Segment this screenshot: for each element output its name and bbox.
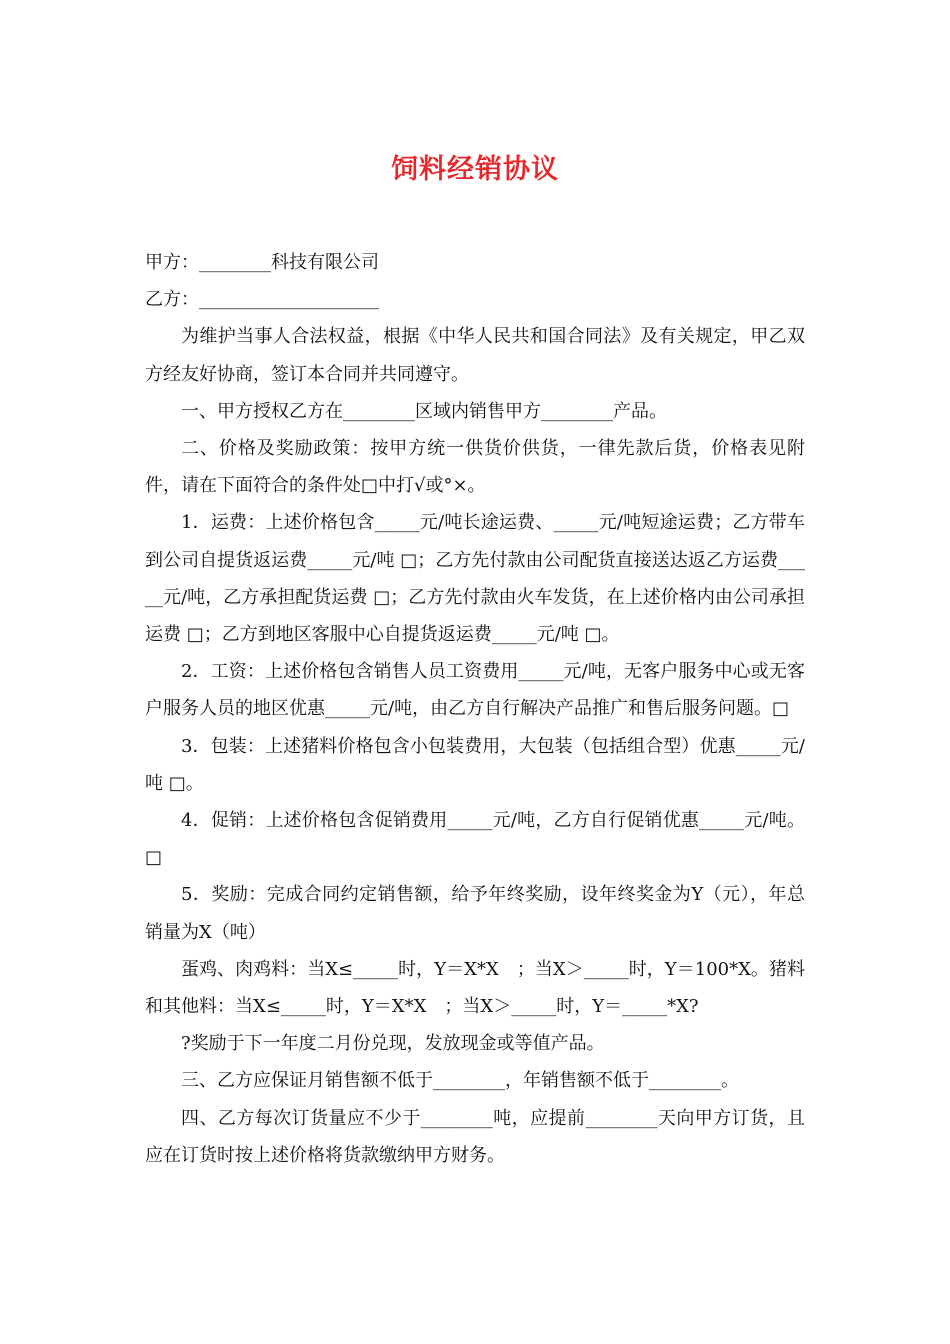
item-wages-paragraph: 2．工资：上述价格包含销售人员工资费用_____元/吨，无客户服务中心或无客户服务人员的地区优惠_____元/吨，由乙方自行解决产品推广和售后服务问题。□ [145, 661, 805, 720]
clause-1-paragraph: 一、甲方授权乙方在________区域内销售甲方________产品。 [181, 400, 667, 422]
item-reward-paragraph: 5．奖励：完成合同约定销售额，给予年终奖励，设年终奖金为Y（元），年总销量为X（吨） [145, 884, 805, 943]
item-packaging-paragraph: 3．包装：上述猪料价格包含小包装费用，大包装（包括组合型）优惠_____元/吨 □。 [145, 735, 805, 794]
reward-formula-paragraph: 蛋鸡、肉鸡料：当X≤_____时，Y＝X*X ；当X＞_____时，Y＝100*X。猪料和其他料：当X≤_____时，Y＝X*X ；当X＞_____时，Y＝_____*X? [145, 958, 805, 1018]
clause-4-paragraph: 四、乙方每次订货量应不少于________吨，应提前________天向甲方订货，且应在订货时按上述价格将货款缴纳甲方财务。 [145, 1107, 805, 1166]
clause-2-paragraph: 二、价格及奖励政策：按甲方统一供货价供货，一律先款后货，价格表见附件，请在下面符合的条件处□中打√或°×。 [145, 438, 805, 497]
reward-payout-paragraph: ?奖励于下一年度二月份兑现，发放现金或等值产品。 [181, 1033, 605, 1055]
document-body [145, 244, 805, 1174]
party-a-line: 甲方：________科技有限公司 [145, 252, 379, 273]
clause-3-paragraph: 三、乙方应保证月销售额不低于________，年销售额不低于________。 [181, 1070, 739, 1092]
document-title: 饲料经销协议 [391, 154, 559, 185]
item-freight-paragraph: 1．运费：上述价格包含_____元/吨长途运费、_____元/吨短途运费；乙方带车到公司自提货返运费_____元/吨 □；乙方先付款由公司配货直接送达返乙方运费_____元/吨，乙方承担配货运费 □；乙方先付款由火车发货，在上述价格内由公司承担运费 □；乙方到地区客服中心自提货返运费_____元/吨 □。 [145, 512, 805, 646]
item-promotion-paragraph: 4．促销：上述价格包含促销费用_____元/吨，乙方自行促销优惠_____元/吨。□ [145, 810, 805, 869]
preamble-paragraph: 为维护当事人合法权益，根据《中华人民共和国合同法》及有关规定，甲乙双方经友好协商，签订本合同并共同遵守。 [145, 326, 805, 385]
party-b-line: 乙方：____________________ [145, 289, 379, 311]
